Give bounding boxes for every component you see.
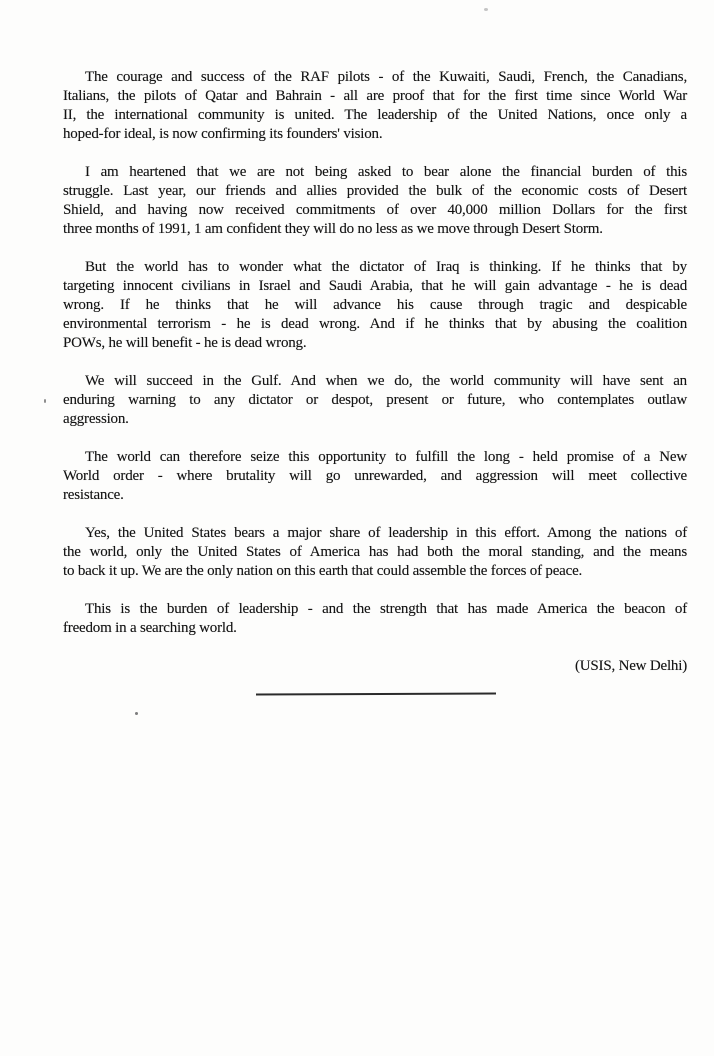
document-body xyxy=(63,68,687,695)
scan-speck xyxy=(484,8,488,11)
paragraph xyxy=(63,372,687,429)
paragraph xyxy=(63,448,687,505)
text-line: The world can therefore seize this opportunity to fulfill the long - held promise of a New xyxy=(85,449,687,465)
text-line: But the world has to wonder what the dictator of Iraq is thinking. If he thinks that by xyxy=(85,259,687,275)
byline: (USIS, New Delhi) xyxy=(574,658,687,674)
paragraph xyxy=(63,68,687,144)
text-line: three months of 1991, 1 am confident they will do no less as we move through Desert Storm. xyxy=(63,221,603,237)
paragraph xyxy=(63,524,687,581)
text-line: The courage and success of the RAF pilots - of the Kuwaiti, Saudi, French, the Canadians, xyxy=(85,69,687,85)
paragraph xyxy=(63,600,687,638)
scan-speck xyxy=(44,399,46,403)
text-line: We will succeed in the Gulf. And when we do, the world community will have sent an xyxy=(85,373,687,389)
text-line: hoped-for ideal, is now confirming its founders' vision. xyxy=(63,126,383,142)
text-line: environmental terrorism - he is dead wrong. And if he thinks that by abusing the coalition xyxy=(63,316,687,332)
text-line: aggression. xyxy=(63,411,129,427)
scan-speck xyxy=(135,712,138,715)
text-line: I am heartened that we are not being asked to bear alone the financial burden of this xyxy=(85,164,687,180)
text-line: wrong. If he thinks that he will advance his cause through tragic and despicable xyxy=(63,297,687,313)
text-line: to back it up. We are the only nation on this earth that could assemble the forces of peace. xyxy=(63,563,583,579)
text-line: resistance. xyxy=(63,487,124,503)
paragraph xyxy=(63,163,687,239)
text-line: freedom in a searching world. xyxy=(63,620,237,636)
text-line: Yes, the United States bears a major share of leadership in this effort. Among the nations of xyxy=(85,525,687,541)
paragraphs xyxy=(63,68,687,638)
text-line: Italians, the pilots of Qatar and Bahrain - all are proof that for the first time since World War xyxy=(63,88,687,104)
text-line: the world, only the United States of America has had both the moral standing, and the means xyxy=(63,544,687,560)
text-line: enduring warning to any dictator or despot, present or future, who contemplates outlaw xyxy=(63,392,687,408)
text-line: targeting innocent civilians in Israel and Saudi Arabia, that he will gain advantage - he is dead xyxy=(63,278,687,294)
text-line: World order - where brutality will go unrewarded, and aggression will meet collective xyxy=(63,468,687,484)
text-line: II, the international community is united. The leadership of the United Nations, once only a xyxy=(63,107,687,123)
paragraph xyxy=(63,258,687,353)
text-line: Shield, and having now received commitments of over 40,000 million Dollars for the first xyxy=(63,202,687,218)
text-line: POWs, he will benefit - he is dead wrong. xyxy=(63,335,307,351)
text-line: This is the burden of leadership - and the strength that has made America the beacon of xyxy=(85,601,687,617)
signature-rule xyxy=(256,692,496,695)
text-line: struggle. Last year, our friends and allies provided the bulk of the economic costs of Desert xyxy=(63,183,687,199)
